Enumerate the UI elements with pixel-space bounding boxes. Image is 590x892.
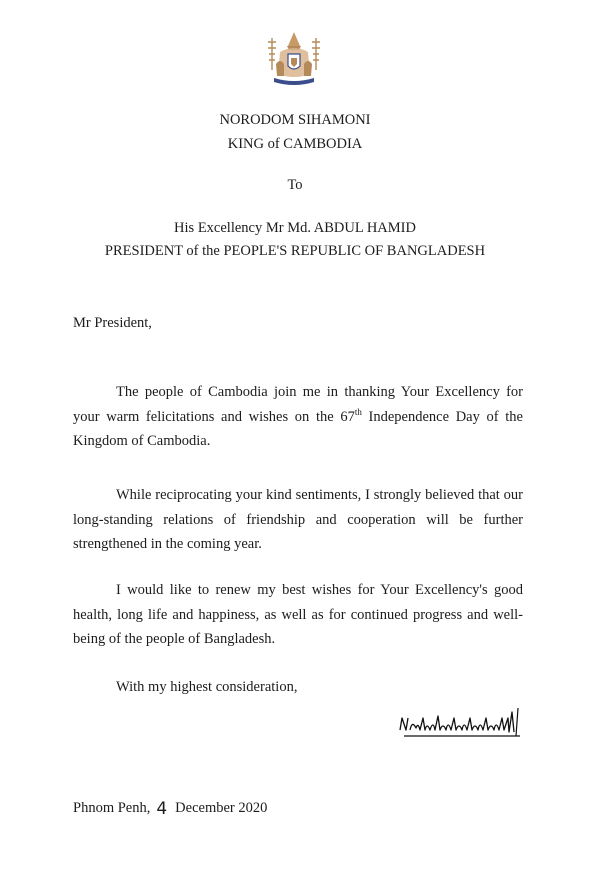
closing-line: With my highest consideration, — [116, 679, 298, 695]
paragraph-3: I would like to renew my best wishes for Your Excellency's good health, long life and happiness, as well as for continued progress and well-being of the people of Bangladesh. — [73, 582, 523, 647]
to-label: To — [287, 177, 303, 193]
royal-coat-of-arms-icon — [262, 30, 326, 90]
paragraph-1 — [73, 380, 523, 454]
salutation: Mr President, — [73, 315, 152, 331]
handwritten-signature — [396, 700, 526, 742]
date-line — [73, 797, 267, 817]
sender-title: KING of CAMBODIA — [227, 136, 363, 152]
paragraph-1-text-a: The people of Cambodia join me in thanking Your Excellency for your warm felicitations and wishes on the 67 — [73, 384, 523, 425]
recipient-name: His Excellency Mr Md. ABDUL HAMID — [174, 220, 416, 236]
paragraph-1-text-b: Independence Day of the Kingdom of Cambodia. — [73, 408, 523, 449]
sender-name: NORODOM SIHAMONI — [219, 112, 371, 128]
month-year: December 2020 — [175, 800, 268, 816]
recipient-title: PRESIDENT of the PEOPLE'S REPUBLIC OF BANGLADESH — [104, 243, 486, 259]
paragraph-2: While reciprocating your kind sentiments, I strongly believed that our long-standing relations of friendship and cooperation will be further strengthened in the coming year. — [73, 487, 523, 552]
ordinal-suffix: th — [354, 406, 362, 417]
place-label: Phnom Penh, — [73, 800, 151, 816]
handwritten-day: 4 — [156, 799, 168, 819]
